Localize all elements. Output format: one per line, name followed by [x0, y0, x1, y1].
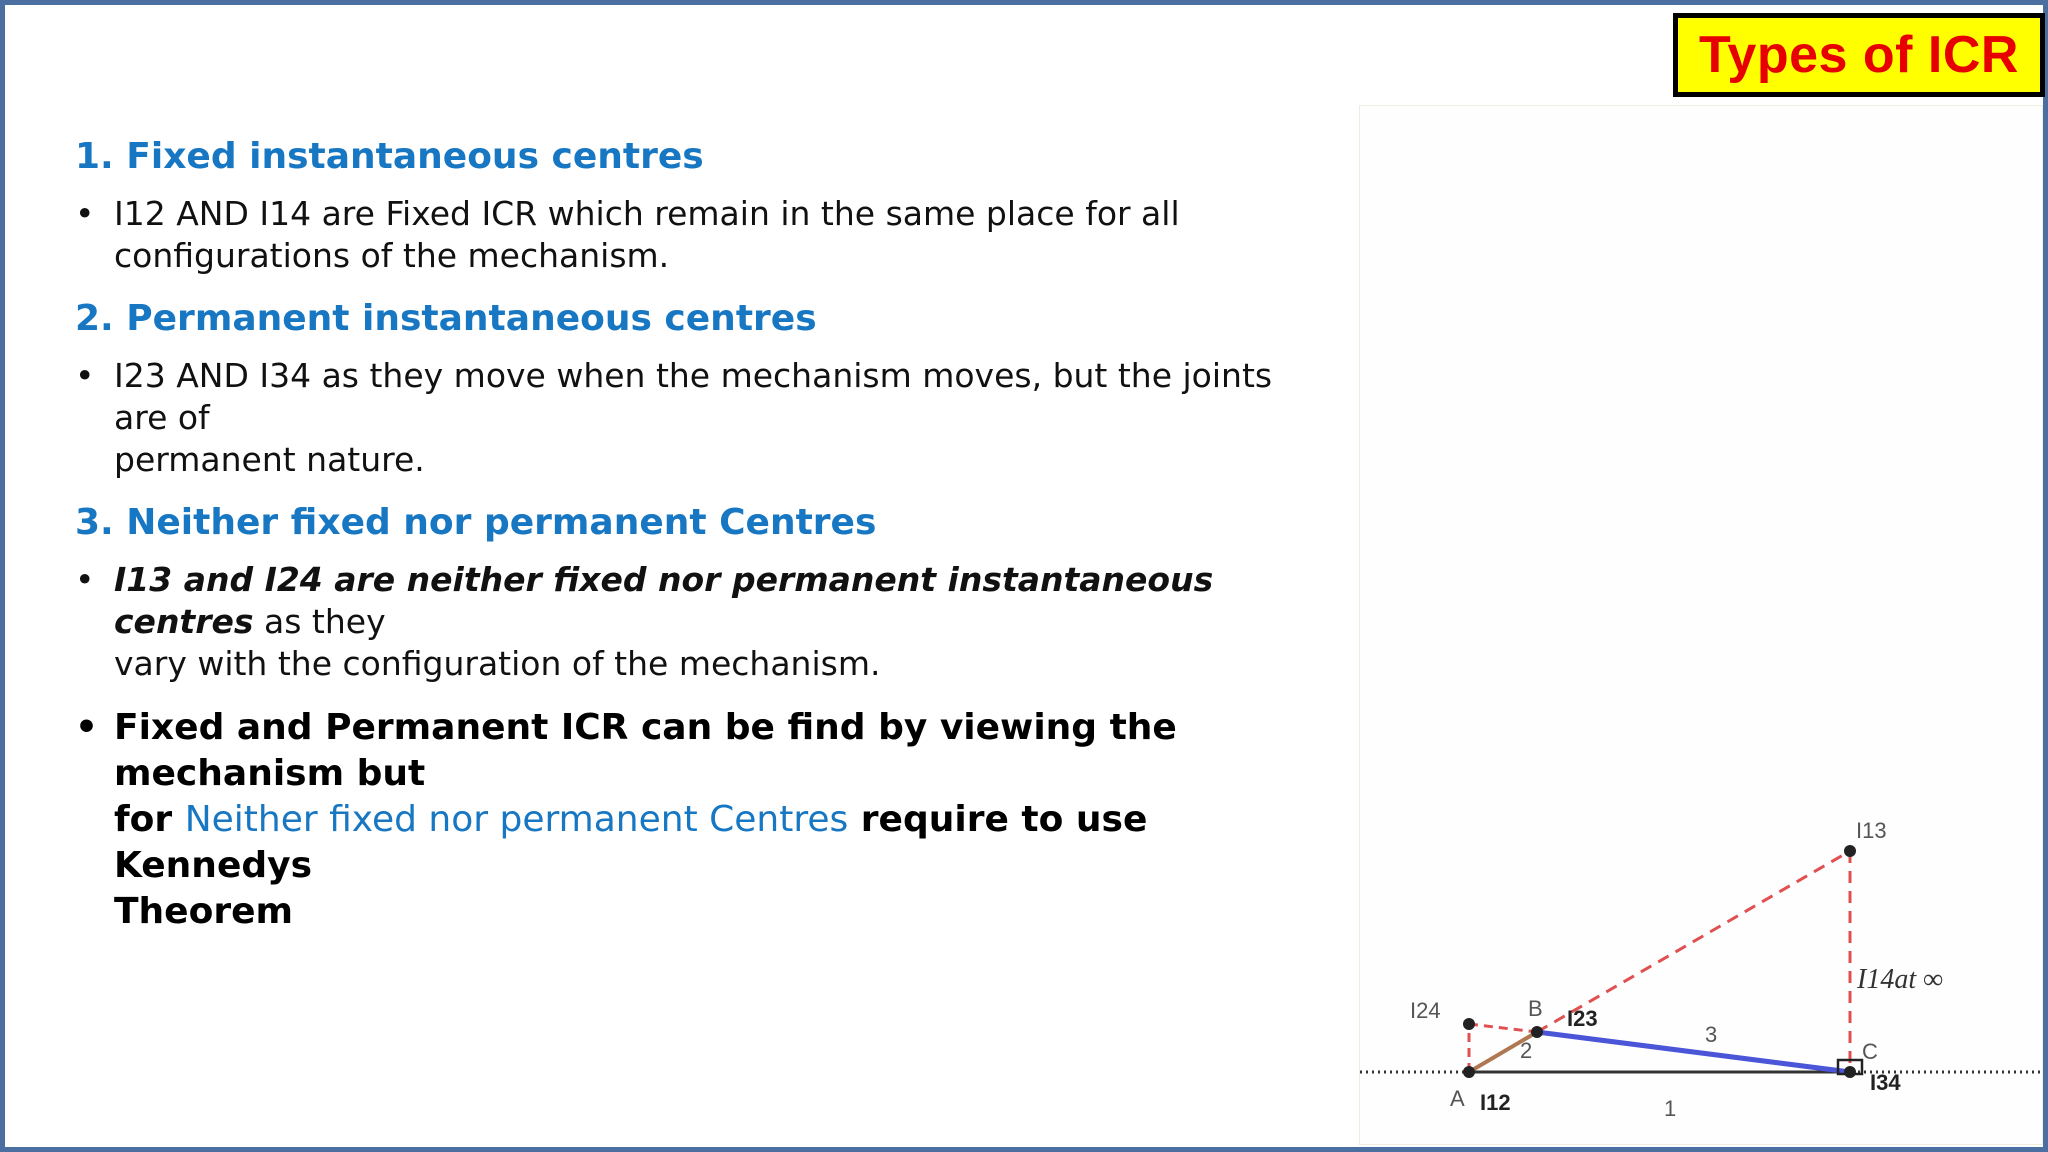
coupler-link-3 — [1537, 1032, 1850, 1072]
heading-fixed: 1. Fixed instantaneous centres — [75, 136, 704, 177]
conclusion-highlight: Neither fixed nor permanent Centres — [184, 799, 849, 840]
heading-permanent: 2. Permanent instantaneous centres — [75, 298, 817, 339]
bullet-permanent-line2: permanent nature. — [114, 440, 425, 479]
slide-title: Types of ICR — [1673, 13, 2045, 97]
label-a: A — [1450, 1086, 1465, 1111]
conclusion-line2 — [114, 797, 1335, 889]
label-link-1: 1 — [1664, 1096, 1677, 1121]
bullet-conclusion — [75, 705, 1335, 935]
label-i34: I34 — [1870, 1070, 1901, 1095]
joint-c — [1844, 1066, 1856, 1078]
bullet-fixed-line1: • I12 AND I14 are Fixed ICR which remain in the same place for all — [114, 194, 1180, 233]
label-c: C — [1862, 1039, 1878, 1064]
bullet-neither-line1 — [114, 559, 1335, 643]
bullet-neither-rest: as they — [253, 602, 386, 641]
joint-a — [1463, 1066, 1475, 1078]
conclusion-rest: require to use Kennedys — [114, 799, 1148, 886]
label-i24: I24 — [1410, 998, 1441, 1023]
dashed-i23-i13 — [1537, 851, 1850, 1032]
bullet-fixed — [75, 193, 1335, 277]
bullet-permanent-line1: • I23 AND I34 as they move when the mechanism moves, but the joints are of — [114, 356, 1273, 437]
point-i13 — [1844, 845, 1856, 857]
bullet-permanent — [75, 355, 1335, 481]
joint-b — [1531, 1026, 1543, 1038]
slide-content — [75, 135, 1335, 955]
mechanism-diagram-panel — [1359, 105, 2043, 1145]
conclusion-for: for — [114, 799, 185, 840]
conclusion-line3: Theorem — [114, 891, 294, 932]
label-i23: I23 — [1567, 1006, 1598, 1031]
dashed-i24-i23 — [1469, 1024, 1537, 1032]
bullet-neither — [75, 559, 1335, 685]
point-i24 — [1463, 1018, 1475, 1030]
heading-neither: 3. Neither fixed nor permanent Centres — [75, 502, 877, 543]
conclusion-line1: • Fixed and Permanent ICR can be find by viewing the mechanism but — [114, 707, 1177, 794]
bullet-fixed-line2: configurations of the mechanism. — [114, 236, 670, 275]
bullet-neither-line2: vary with the configuration of the mechanism. — [114, 644, 881, 683]
label-i12: I12 — [1480, 1090, 1511, 1115]
four-bar-mechanism-diagram — [1360, 106, 2042, 1144]
label-b: B — [1528, 996, 1543, 1021]
bullet-neither-emphasis: I13 and I24 are neither fixed nor permanent instantaneous centres — [114, 560, 1214, 641]
label-link-3: 3 — [1705, 1022, 1718, 1047]
label-i13: I13 — [1856, 818, 1887, 843]
label-link-2: 2 — [1520, 1038, 1533, 1063]
label-i14-infinity: I14at ∞ — [1857, 964, 1944, 995]
